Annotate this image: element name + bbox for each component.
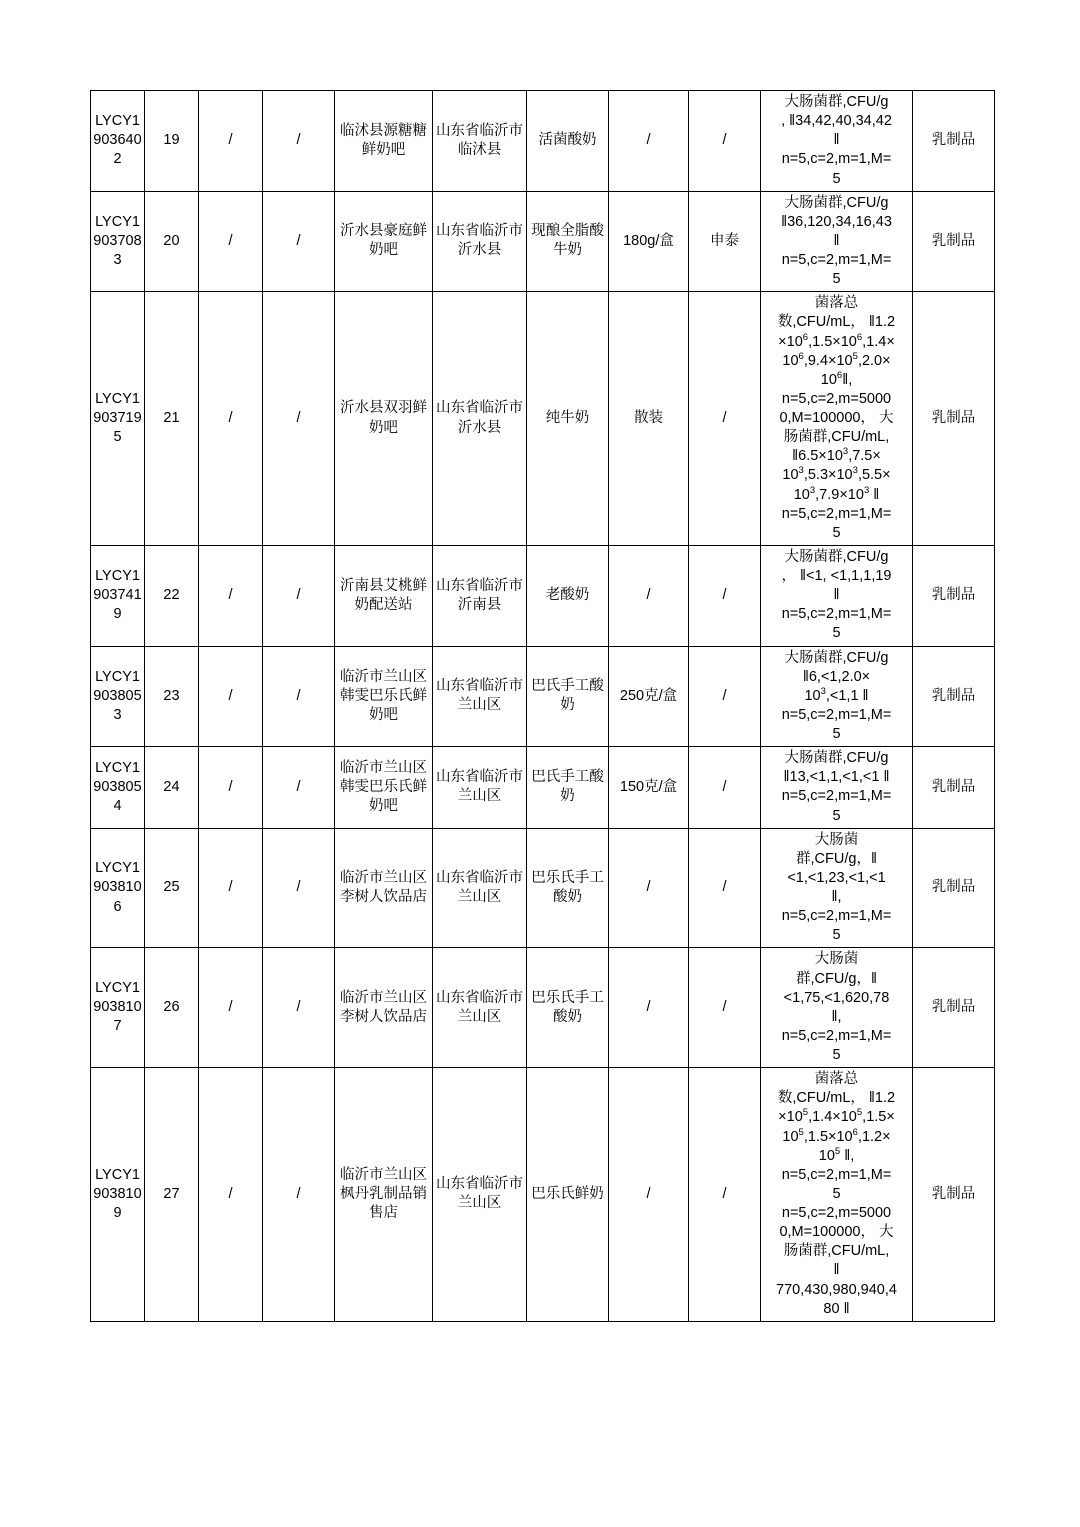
cell-col3: / [199,545,263,646]
table-row [91,828,995,948]
cell-test-result: 大肠菌群,CFU/g ， ‖<1, <1,1,1,19 ‖ n=5,c=2,m=1,M= 5 [761,545,913,646]
cell-firm-name: 沂水县双羽鲜奶吧 [335,292,433,546]
table-row [91,292,995,546]
cell-col3: / [199,1068,263,1322]
cell-serial-no: 25 [145,828,199,948]
cell-sample-code: LYCY19038054 [91,747,145,829]
cell-product-name: 巴乐氏手工酸奶 [527,828,609,948]
cell-spec: / [609,1068,689,1322]
cell-firm-name: 沂水县豪庭鲜奶吧 [335,191,433,292]
cell-firm-name: 临沂市兰山区李树人饮品店 [335,828,433,948]
table-row [91,747,995,829]
cell-serial-no: 26 [145,948,199,1068]
table-row [91,91,995,192]
cell-test-result: 大肠菌 群,CFU/g，‖ <1,<1,23,<1,<1 ‖, n=5,c=2,m=1,M= 5 [761,828,913,948]
cell-col3: / [199,191,263,292]
cell-product-name: 巴氏手工酸奶 [527,646,609,747]
cell-col4: / [263,747,335,829]
cell-col3: / [199,91,263,192]
cell-col4: / [263,91,335,192]
cell-firm-name: 临沭县源糖糖鲜奶吧 [335,91,433,192]
cell-brand: / [689,948,761,1068]
cell-firm-name: 临沂市兰山区韩雯巴乐氏鲜奶吧 [335,646,433,747]
cell-spec: 散装 [609,292,689,546]
cell-brand: / [689,646,761,747]
cell-firm-address: 山东省临沂市临沭县 [433,91,527,192]
cell-col4: / [263,948,335,1068]
cell-firm-name: 临沂市兰山区李树人饮品店 [335,948,433,1068]
table-body [91,91,995,1322]
cell-product-name: 巴乐氏手工酸奶 [527,948,609,1068]
cell-food-category: 乳制品 [913,646,995,747]
cell-test-result: 大肠菌群,CFU/g , ‖34,42,40,34,42 ‖ n=5,c=2,m=1,M= 5 [761,91,913,192]
cell-sample-code: LYCY19036402 [91,91,145,192]
cell-firm-address: 山东省临沂市沂水县 [433,191,527,292]
cell-product-name: 巴乐氏鲜奶 [527,1068,609,1322]
cell-food-category: 乳制品 [913,747,995,829]
cell-col4: / [263,191,335,292]
cell-brand: / [689,828,761,948]
cell-serial-no: 22 [145,545,199,646]
cell-sample-code: LYCY19038053 [91,646,145,747]
inspection-results-table [90,90,995,1322]
cell-firm-name: 临沂市兰山区枫丹乳制品销售店 [335,1068,433,1322]
cell-col4: / [263,828,335,948]
cell-firm-name: 临沂市兰山区韩雯巴乐氏鲜奶吧 [335,747,433,829]
cell-col3: / [199,646,263,747]
cell-sample-code: LYCY19038106 [91,828,145,948]
cell-spec: 180g/盒 [609,191,689,292]
cell-serial-no: 21 [145,292,199,546]
cell-firm-address: 山东省临沂市沂水县 [433,292,527,546]
cell-test-result: 菌落总 数,CFU/mL， ‖1.2 $\times 10^6,1.5\times 10^6,1.4\times$ $10^6,9.4\times 10^5,2.0\times$ $10^6‖$, n=5,c=2,m=5000 0,M=100000， 大 肠菌群,CFU/mL, $‖6.5\times 10^3,7.5\times$ $10^3,5.3\times 10^3,5.5\times$ $10^3,7.9\times 10^3$ ‖ n=5,c=2,m=1,M= 5 [761,292,913,546]
cell-spec: / [609,948,689,1068]
cell-brand: / [689,545,761,646]
cell-sample-code: LYCY19038109 [91,1068,145,1322]
cell-food-category: 乳制品 [913,191,995,292]
cell-col3: / [199,828,263,948]
cell-col3: / [199,747,263,829]
table-row [91,646,995,747]
cell-brand: / [689,292,761,546]
cell-brand: 申泰 [689,191,761,292]
cell-serial-no: 20 [145,191,199,292]
cell-brand: / [689,747,761,829]
cell-spec: / [609,91,689,192]
cell-firm-address: 山东省临沂市兰山区 [433,828,527,948]
cell-spec: / [609,828,689,948]
cell-food-category: 乳制品 [913,948,995,1068]
cell-sample-code: LYCY19037195 [91,292,145,546]
cell-sample-code: LYCY19038107 [91,948,145,1068]
cell-food-category: 乳制品 [913,1068,995,1322]
cell-test-result: 大肠菌群,CFU/g ‖6,<1,2.0× $10^3,<1,1$ ‖ n=5,c=2,m=1,M= 5 [761,646,913,747]
table-row [91,545,995,646]
cell-col4: / [263,292,335,546]
cell-food-category: 乳制品 [913,828,995,948]
cell-product-name: 纯牛奶 [527,292,609,546]
cell-spec: / [609,545,689,646]
cell-firm-name: 沂南县艾桃鲜奶配送站 [335,545,433,646]
cell-spec: 250克/盒 [609,646,689,747]
table-row [91,948,995,1068]
cell-food-category: 乳制品 [913,292,995,546]
cell-col4: / [263,1068,335,1322]
cell-sample-code: LYCY19037419 [91,545,145,646]
cell-firm-address: 山东省临沂市沂南县 [433,545,527,646]
cell-col3: / [199,292,263,546]
cell-col4: / [263,646,335,747]
cell-test-result: 菌落总 数,CFU/mL， ‖1.2 $\times 10^5,1.4\times 10^5,1.5\times$ $10^5,1.5\times 10^6,1.2\times$ $10^5$ ‖, n=5,c=2,m=1,M= 5 n=5,c=2,m=5000 0,M=100000， 大 肠菌群,CFU/mL, ‖ 770,430,980,940,4 80 ‖ [761,1068,913,1322]
cell-product-name: 活菌酸奶 [527,91,609,192]
cell-sample-code: LYCY19037083 [91,191,145,292]
cell-brand: / [689,91,761,192]
cell-test-result: 大肠菌 群,CFU/g，‖ <1,75,<1,620,78 ‖, n=5,c=2,m=1,M= 5 [761,948,913,1068]
cell-col4: / [263,545,335,646]
cell-brand: / [689,1068,761,1322]
cell-test-result: 大肠菌群,CFU/g ‖36,120,34,16,43 ‖ n=5,c=2,m=1,M= 5 [761,191,913,292]
cell-col3: / [199,948,263,1068]
cell-product-name: 老酸奶 [527,545,609,646]
cell-serial-no: 19 [145,91,199,192]
cell-food-category: 乳制品 [913,91,995,192]
cell-firm-address: 山东省临沂市兰山区 [433,1068,527,1322]
cell-firm-address: 山东省临沂市兰山区 [433,646,527,747]
table-row [91,1068,995,1322]
cell-serial-no: 27 [145,1068,199,1322]
cell-firm-address: 山东省临沂市兰山区 [433,747,527,829]
cell-food-category: 乳制品 [913,545,995,646]
cell-test-result: 大肠菌群,CFU/g ‖13,<1,1,<1,<1 ‖ n=5,c=2,m=1,M= 5 [761,747,913,829]
cell-spec: 150克/盒 [609,747,689,829]
cell-product-name: 巴氏手工酸奶 [527,747,609,829]
cell-firm-address: 山东省临沂市兰山区 [433,948,527,1068]
cell-serial-no: 24 [145,747,199,829]
table-row [91,191,995,292]
cell-serial-no: 23 [145,646,199,747]
cell-product-name: 现酿全脂酸牛奶 [527,191,609,292]
